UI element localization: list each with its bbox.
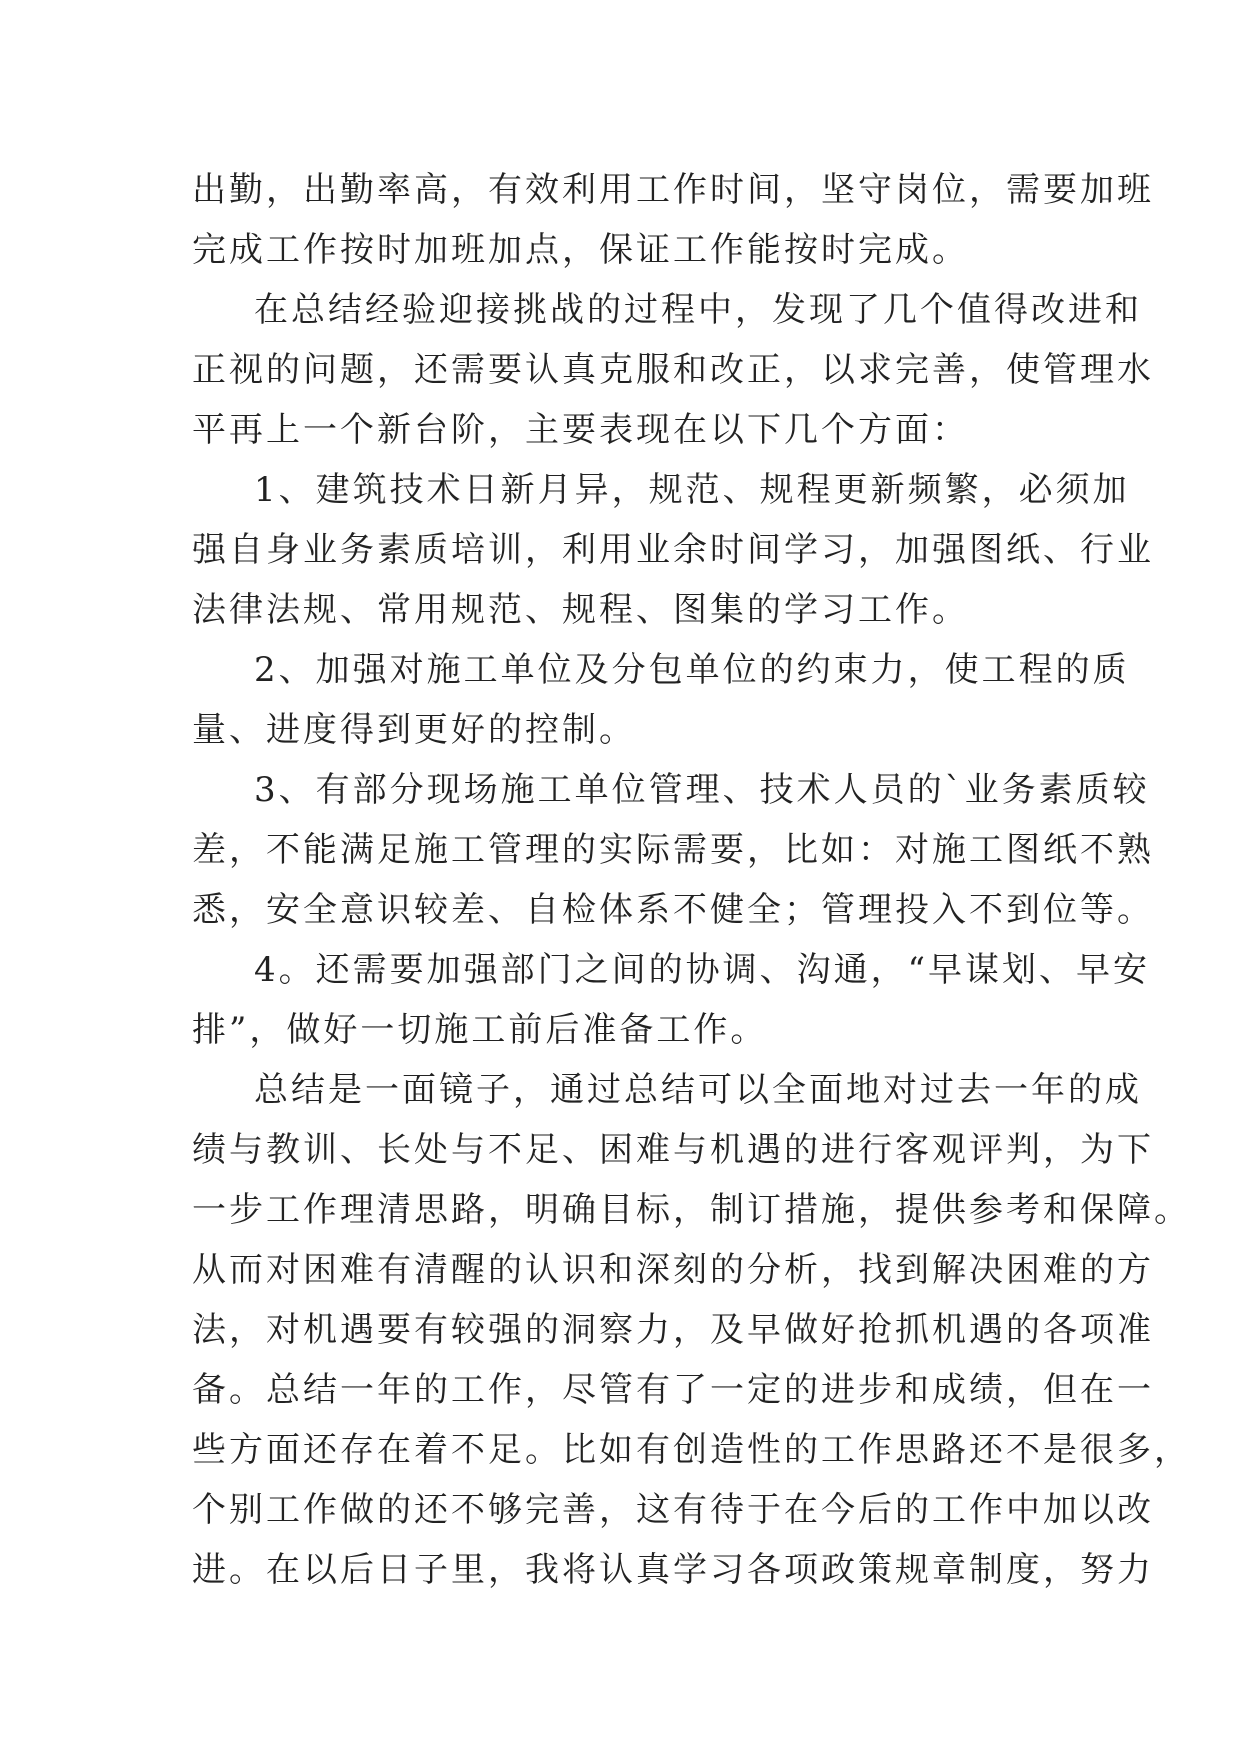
text-line: 排”，做好一切施工前后准备工作。 [192, 1010, 768, 1050]
body-text [192, 160, 1191, 1600]
paragraph-start-line: 总结是一面镜子，通过总结可以全面地对过去一年的成 [254, 1070, 1142, 1110]
text-line: 绩与教训、长处与不足、困难与机遇的进行客观评判，为下 [192, 1130, 1154, 1170]
text-line: 正视的问题，还需要认真克服和改正，以求完善，使管理水 [192, 350, 1154, 390]
text-line: 法，对机遇要有较强的洞察力，及早做好抢抓机遇的各项准 [192, 1310, 1154, 1350]
text-line: 差，不能满足施工管理的实际需要，比如：对施工图纸不熟 [192, 830, 1154, 870]
text-line: 备。总结一年的工作，尽管有了一定的进步和成绩，但在一 [192, 1370, 1154, 1410]
text-line: 强自身业务素质培训，利用业余时间学习，加强图纸、行业 [192, 530, 1154, 570]
list-item-4-start: 4。还需要加强部门之间的协调、沟通，“早谋划、早安 [254, 950, 1151, 990]
list-item-3-start: 3、有部分现场施工单位管理、技术人员的`业务素质较 [254, 770, 1150, 810]
text-line: 进。在以后日子里，我将认真学习各项政策规章制度，努力 [192, 1550, 1154, 1590]
text-line: 出勤，出勤率高，有效利用工作时间，坚守岗位，需要加班 [192, 170, 1154, 210]
text-line: 量、进度得到更好的控制。 [192, 710, 636, 750]
list-item-2-start: 2、加强对施工单位及分包单位的约束力，使工程的质 [254, 650, 1130, 690]
text-line: 从而对困难有清醒的认识和深刻的分析，找到解决困难的方 [192, 1250, 1154, 1290]
text-line: 一步工作理清思路，明确目标，制订措施，提供参考和保障。 [192, 1190, 1191, 1230]
text-line: 平再上一个新台阶，主要表现在以下几个方面： [192, 410, 969, 450]
paragraph-start-line: 在总结经验迎接挑战的过程中，发现了几个值得改进和 [254, 290, 1142, 330]
list-item-1-start: 1、建筑技术日新月异，规范、规程更新频繁，必须加 [254, 470, 1130, 510]
text-line: 法律法规、常用规范、规程、图集的学习工作。 [192, 590, 969, 630]
text-line: 悉，安全意识较差、自检体系不健全；管理投入不到位等。 [192, 890, 1154, 930]
text-line: 个别工作做的还不够完善，这有待于在今后的工作中加以改 [192, 1490, 1154, 1530]
text-line: 些方面还存在着不足。比如有创造性的工作思路还不是很多， [192, 1430, 1191, 1470]
text-line: 完成工作按时加班加点，保证工作能按时完成。 [192, 230, 969, 270]
